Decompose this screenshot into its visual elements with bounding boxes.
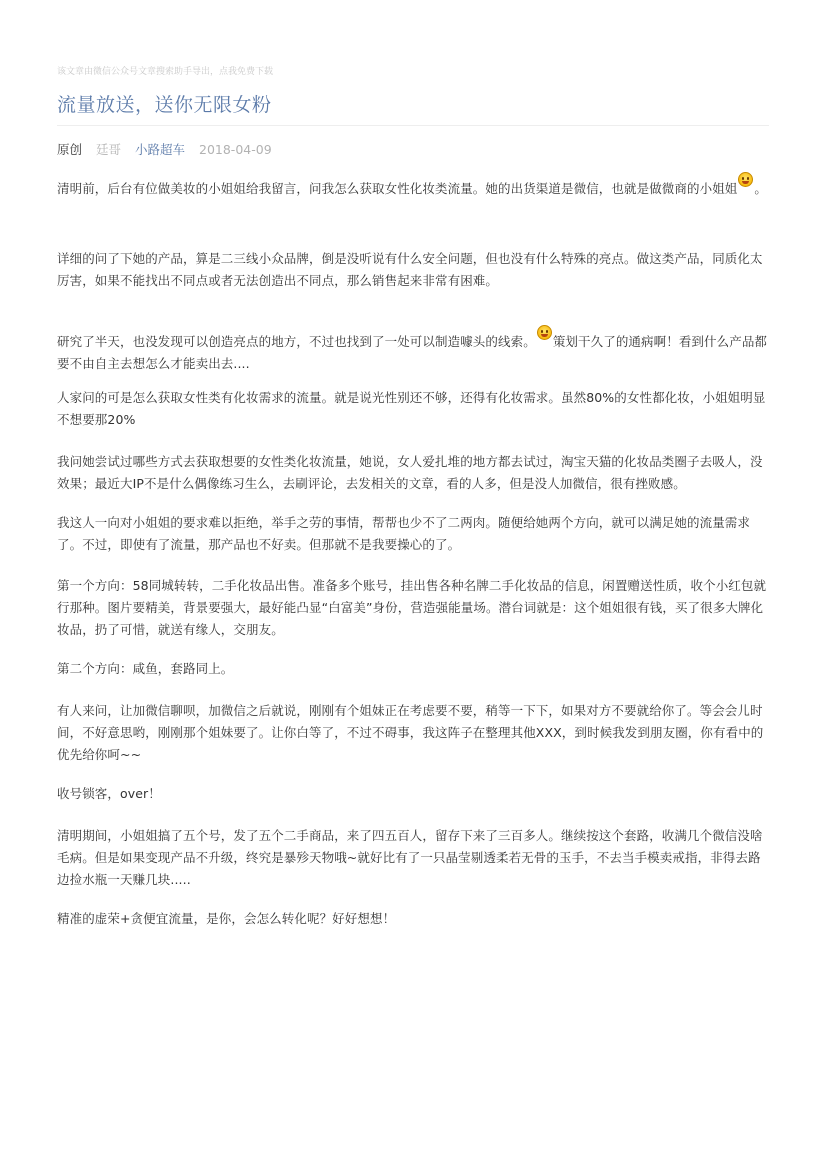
- paragraph-8: 第二个方向：咸鱼，套路同上。: [57, 661, 234, 676]
- paragraph-7: 第一个方向：58同城转转，二手化妆品出售。准备多个账号，挂出售各种名牌二手化妆品的信息，闲置赠送性质，收个小红包就行那种。图片要精美，背景要强大，最好能凸显“白富美”身份，营造强能量场。潜台词就是：这个姐姐很有钱，买了很多大牌化妆品，扔了可惜，就送有缘人，交朋友。: [57, 578, 767, 637]
- paragraph-2: 详细的问了下她的产品，算是二三线小众品牌，倒是没听说有什么安全问题，但也没有什么特殊的亮点。做这类产品，同质化太厉害，如果不能找出不同点或者无法创造出不同点，那么销售起来非常有困难。: [57, 251, 763, 288]
- paragraph-5: 我问她尝试过哪些方式去获取想要的女性类化妆流量，她说，女人爱扎堆的地方都去试过，淘宝天猫的化妆品类圈子去吸人，没效果；最近大IP不是什么偶像练习生么，去刷评论，去发相关的文章，看的人多，但是没人加微信，很有挫败感。: [57, 454, 763, 491]
- paragraph-11: 清明期间，小姐姐搞了五个号，发了五个二手商品，来了四五百人，留存下来了三百多人。继续按这个套路，收满几个微信没啥毛病。但是如果变现产品不升级，终究是暴殄天物哦~就好比有了一只晶莹剔透柔若无骨的玉手，不去当手模卖戒指，非得去路边捡水瓶一天赚几块.....: [57, 828, 763, 887]
- paragraph-10: 收号锁客，over！: [57, 786, 161, 801]
- laughing-tears-emoji-icon: [537, 325, 552, 340]
- paragraph-12: 精准的虚荣+贪便宜流量，是你，会怎么转化呢？好好想想！: [57, 911, 396, 926]
- grinning-emoji-icon: [738, 172, 753, 187]
- paragraph-1-end: 。: [754, 181, 768, 196]
- article-meta: [57, 140, 282, 158]
- paragraph-1-text: 清明前，后台有位做美妆的小姐姐给我留言，问我怎么获取女性化妆类流量。她的出货渠道是微信，也就是做微商的小姐姐: [57, 181, 738, 196]
- paragraph-9: 有人来问，让加微信聊呗，加微信之后就说，刚刚有个姐妹正在考虑要不要，稍等一下下，如果对方不要就给你了。等会会儿时间，不好意思哟，刚刚那个姐妹要了。让你白等了，不过不碍事，我这阵子在整理其他XXX，到时候我发到朋友圈，你有看中的优先给你呵~~: [57, 703, 764, 762]
- paragraph-4: 人家问的可是怎么获取女性类有化妆需求的流量。就是说光性别还不够，还得有化妆需求。虽然80%的女性都化妆，小姐姐明显不想要那20%: [57, 390, 766, 427]
- account-link[interactable]: 小路超车: [135, 142, 186, 157]
- original-badge: 原创: [57, 142, 83, 157]
- paragraph-3-text-b: 策划干久了的通病啊！看到什么产品都要不由自主去想怎么才能卖出去....: [57, 334, 768, 371]
- title-divider: [57, 125, 769, 126]
- paragraph-3: [57, 325, 769, 375]
- publish-date: 2018-04-09: [199, 142, 272, 157]
- export-notice-link[interactable]: 该文章由微信公众号文章搜索助手导出，点我免费下载: [57, 67, 274, 77]
- paragraph-1: [57, 172, 769, 200]
- paragraph-6: 我这人一向对小姐姐的要求难以拒绝，举手之劳的事情，帮帮也少不了二两肉。随便给她两个方向，就可以满足她的流量需求了。不过，即使有了流量，那产品也不好卖。但那就不是我要操心的了。: [57, 515, 751, 552]
- paragraph-3-text-a: 研究了半天，也没发现可以创造亮点的地方，不过也找到了一处可以制造噱头的线索。: [57, 334, 536, 349]
- author-name: 廷哥: [96, 142, 122, 157]
- article-title: 流量放送，送你无限女粉: [57, 94, 272, 116]
